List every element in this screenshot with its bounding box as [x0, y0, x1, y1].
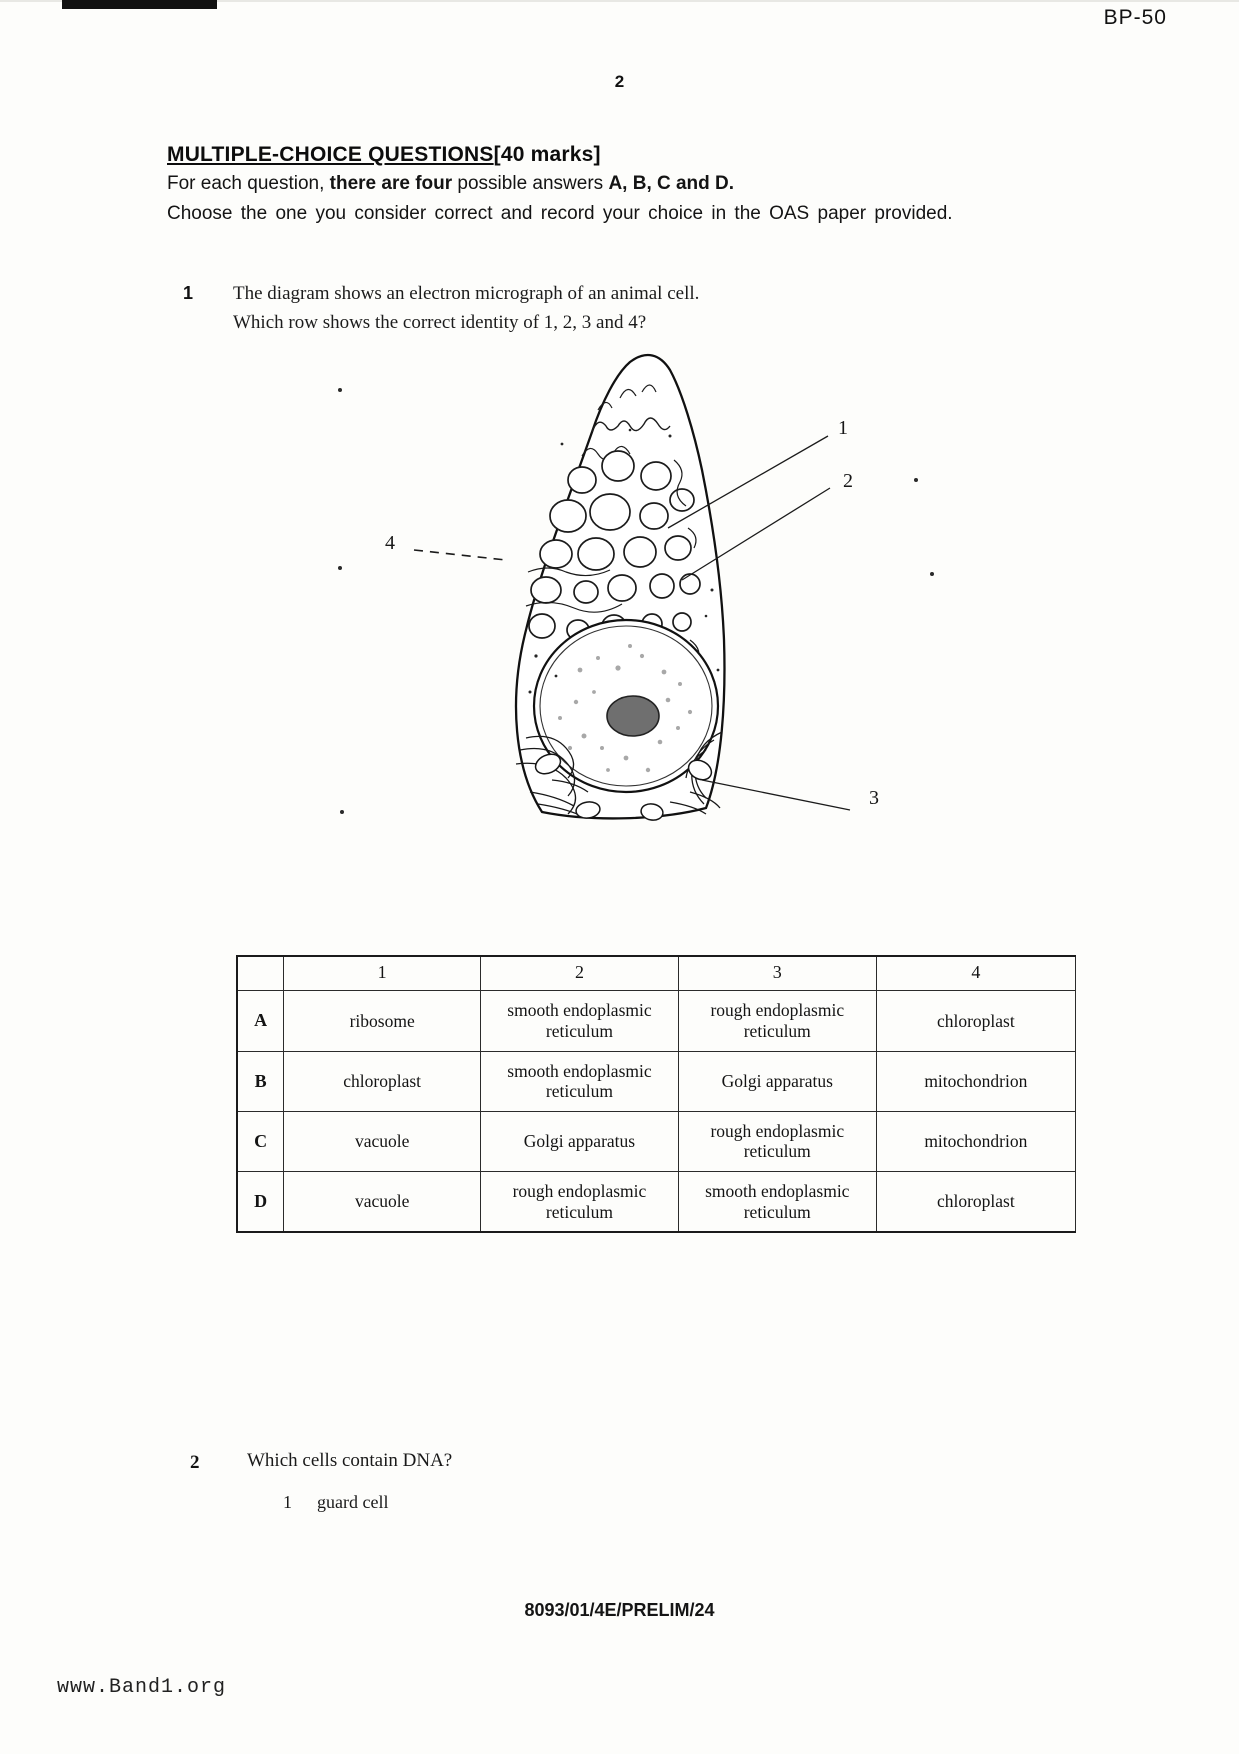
- instructions-line-1: [167, 172, 1077, 196]
- table-header-blank: [237, 956, 284, 991]
- cell-c-1: vacuole: [284, 1111, 481, 1171]
- question-1-stem-line-1: The diagram shows an electron micrograph of an animal cell.: [233, 283, 700, 304]
- scan-speck: [914, 478, 918, 482]
- diagram-label-2: 2: [843, 470, 853, 492]
- instructions-line-2: Choose the one you consider correct and record your choice in the OAS paper provided.: [167, 202, 953, 224]
- scan-mark: [62, 0, 217, 9]
- page-number: 2: [614, 72, 625, 91]
- scan-speck: [338, 566, 342, 570]
- question-2-option-1-text: guard cell: [317, 1492, 389, 1512]
- animal-cell-micrograph-diagram: [330, 340, 890, 840]
- cell-d-2: rough endoplasmic reticulum: [481, 1172, 679, 1233]
- cell-a-4: chloroplast: [876, 991, 1075, 1051]
- instructions-line1-b: there are four: [329, 173, 453, 195]
- instructions-line1-c: possible answers: [452, 173, 609, 195]
- scan-speck: [340, 810, 344, 814]
- table-header-3: 3: [678, 956, 876, 991]
- instructions-title: [167, 143, 1077, 167]
- question-2-option-1-number: 1: [283, 1492, 292, 1512]
- diagram-label-4: 4: [385, 532, 395, 554]
- table-row[interactable]: [237, 991, 1076, 1051]
- question-1-stem-line-2: Which row shows the correct identity of 1, 2, 3 and 4?: [233, 311, 647, 333]
- cell-a-2: smooth endoplasmic reticulum: [481, 991, 679, 1051]
- instructions-block: [167, 143, 1077, 227]
- scan-speck: [338, 388, 342, 392]
- watermark: www.Band1.org: [57, 1676, 227, 1699]
- instructions-marks: [40 marks]: [493, 143, 601, 166]
- table-header-1: 1: [284, 956, 481, 991]
- cell-d-1: vacuole: [284, 1172, 481, 1233]
- cell-c-4: mitochondrion: [876, 1111, 1075, 1171]
- row-letter-c: C: [237, 1111, 284, 1171]
- instructions-title-text: MULTIPLE-CHOICE QUESTIONS: [167, 143, 494, 166]
- cell-b-4: mitochondrion: [876, 1051, 1075, 1111]
- table-header-2: 2: [481, 956, 679, 991]
- question-1-number: 1: [183, 283, 194, 303]
- row-letter-b: B: [237, 1051, 284, 1111]
- cell-c-3: rough endoplasmic reticulum: [678, 1111, 876, 1171]
- scan-speck: [930, 572, 934, 576]
- table-header-4: 4: [876, 956, 1075, 991]
- diagram-label-1: 1: [838, 417, 848, 439]
- row-letter-a: A: [237, 991, 284, 1051]
- cell-b-3: Golgi apparatus: [678, 1051, 876, 1111]
- paper-code: 8093/01/4E/PRELIM/24: [524, 1600, 715, 1620]
- instructions-line1-a: For each question,: [167, 173, 330, 195]
- row-letter-d: D: [237, 1172, 284, 1233]
- table-header-row: [237, 956, 1076, 991]
- diagram-label-3: 3: [869, 787, 879, 809]
- cell-d-4: chloroplast: [876, 1172, 1075, 1233]
- cell-a-3: rough endoplasmic reticulum: [678, 991, 876, 1051]
- question-2-stem: Which cells contain DNA?: [247, 1450, 453, 1471]
- cell-d-3: smooth endoplasmic reticulum: [678, 1172, 876, 1233]
- answer-options-table: [236, 955, 1076, 1233]
- label-4-leader: [410, 538, 530, 568]
- cell-b-1: chloroplast: [284, 1051, 481, 1111]
- table-row[interactable]: [237, 1172, 1076, 1233]
- table-row[interactable]: [237, 1111, 1076, 1171]
- cell-a-1: ribosome: [284, 991, 481, 1051]
- question-1-stem: [233, 280, 993, 337]
- booklet-code: BP-50: [1103, 6, 1167, 29]
- cell-c-2: Golgi apparatus: [481, 1111, 679, 1171]
- cell-b-2: smooth endoplasmic reticulum: [481, 1051, 679, 1111]
- instructions-line1-d: A, B, C and D.: [608, 173, 735, 195]
- question-2-number: 2: [190, 1452, 200, 1473]
- table-row[interactable]: [237, 1051, 1076, 1111]
